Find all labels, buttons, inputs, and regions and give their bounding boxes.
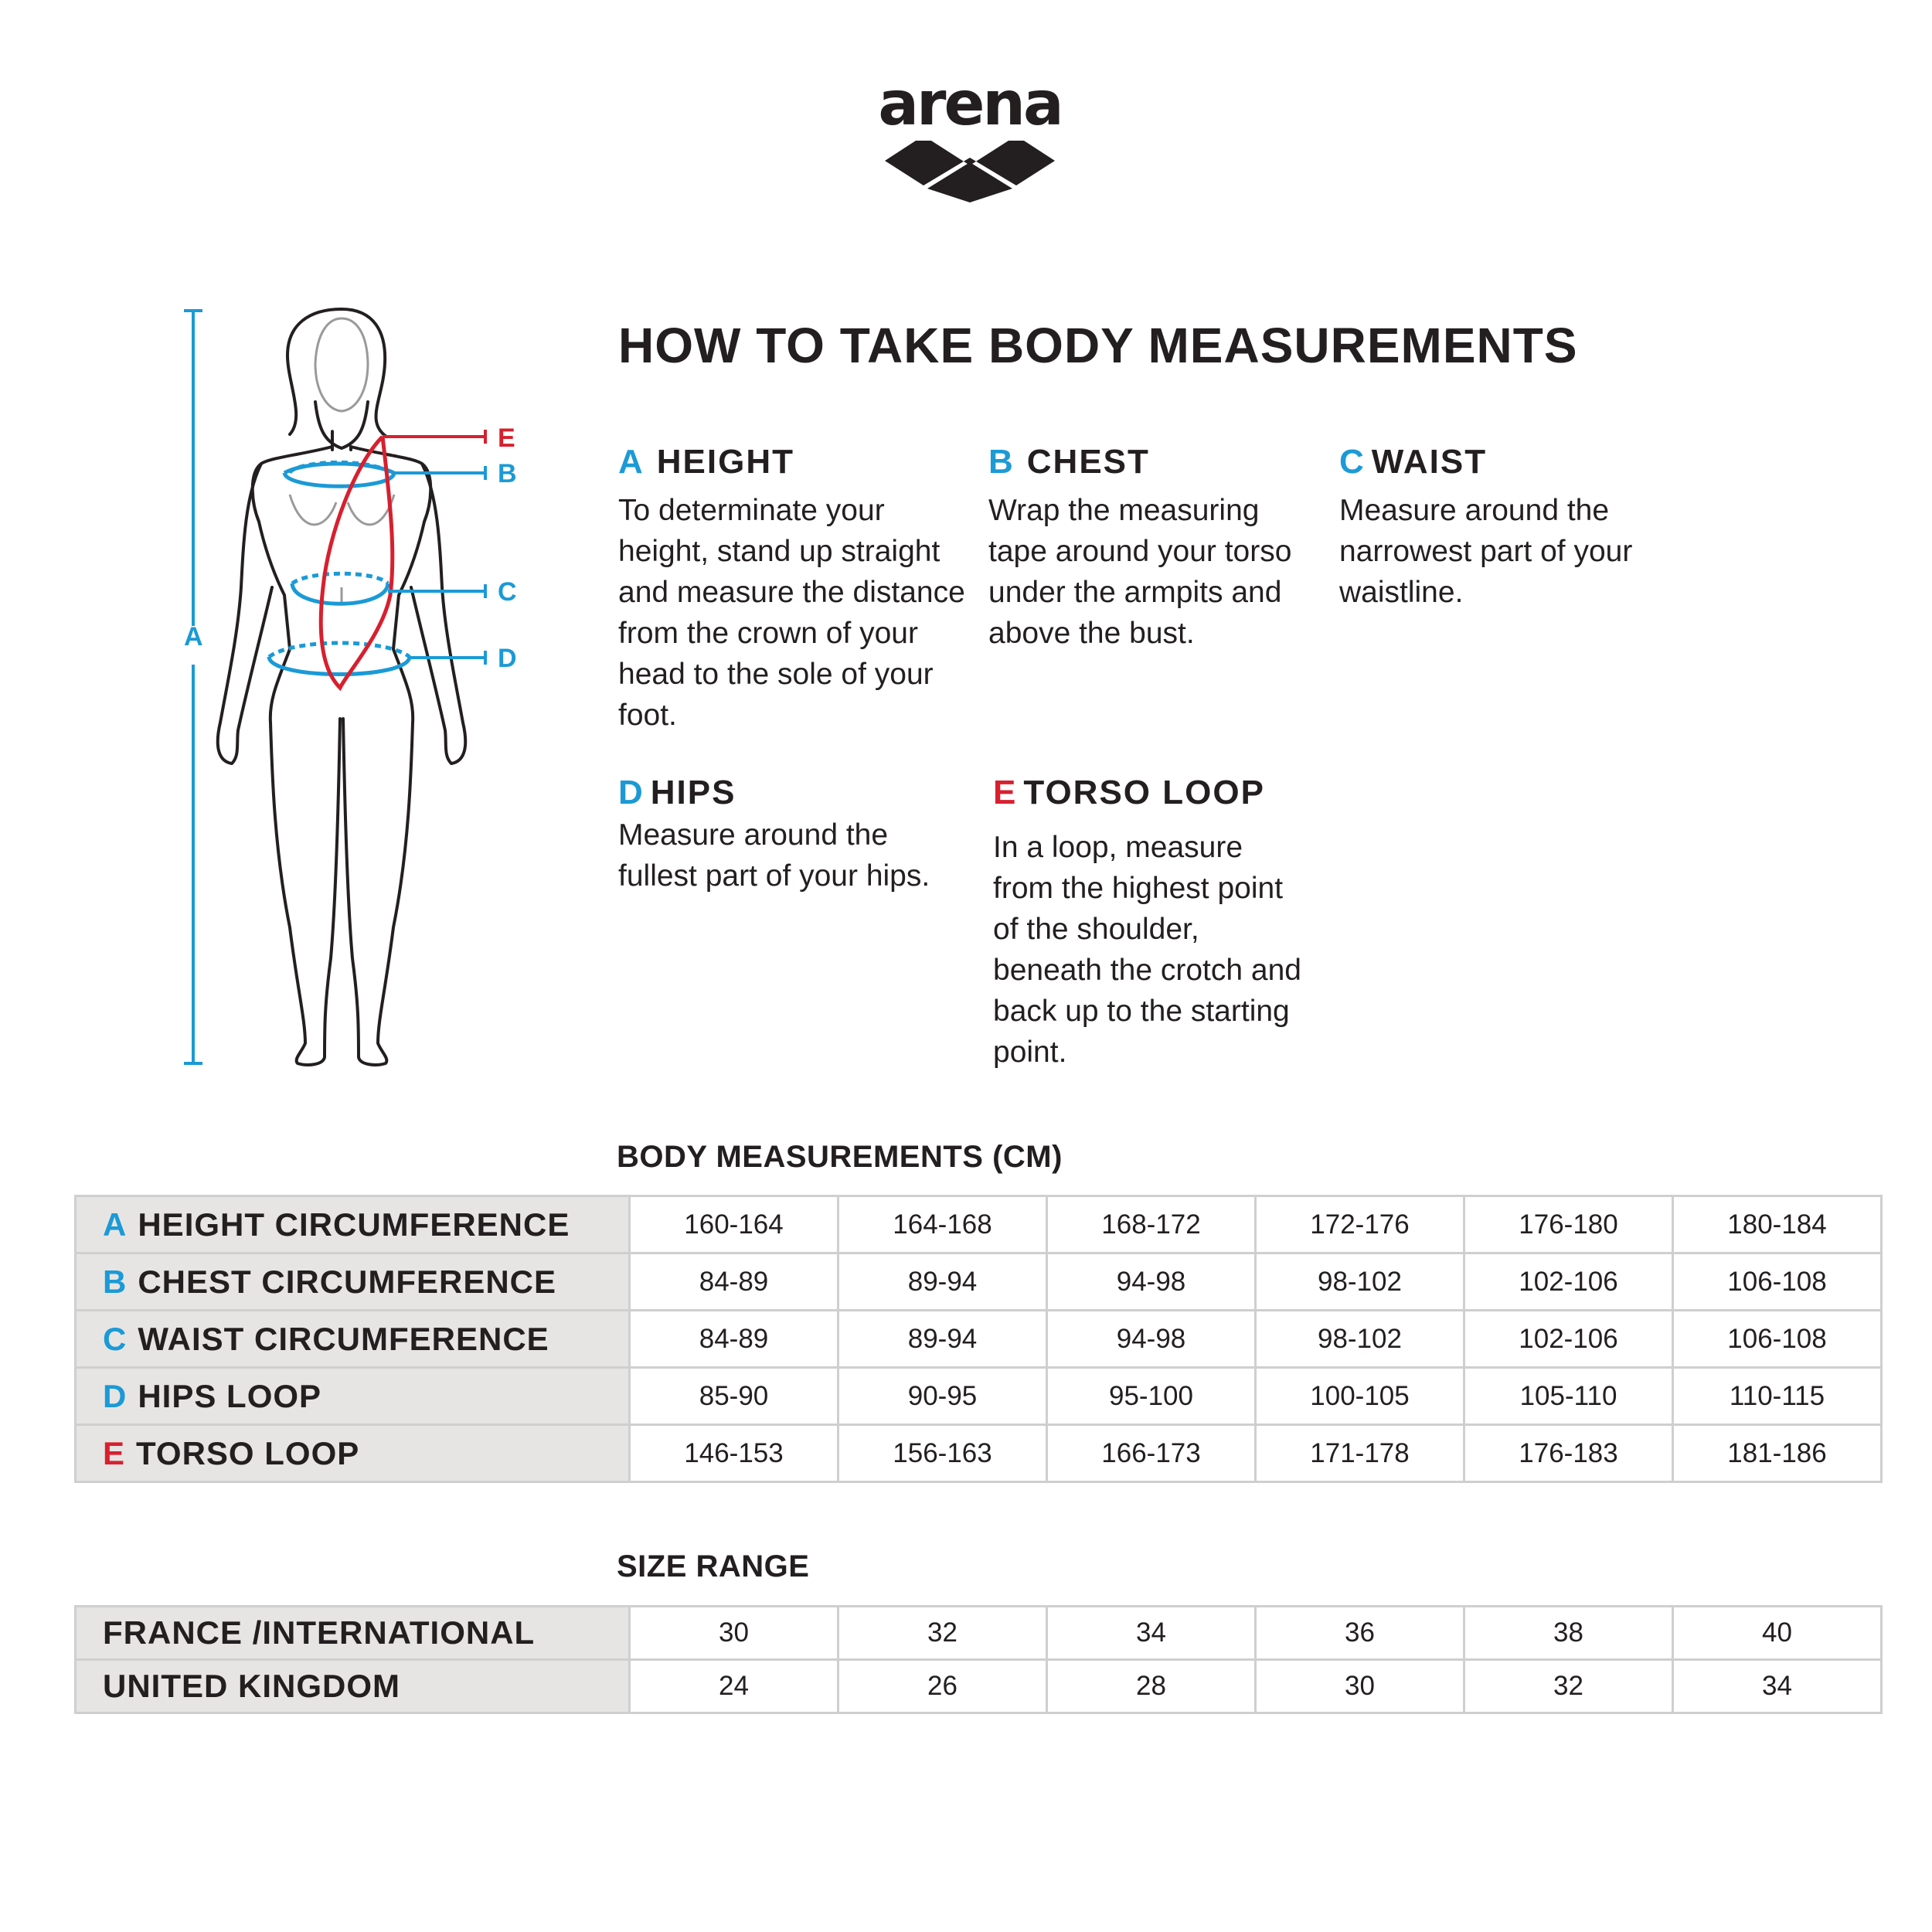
table-cell: 95-100 — [1047, 1368, 1256, 1425]
table-cell: 105-110 — [1464, 1368, 1673, 1425]
figure-label-c: C — [498, 577, 517, 607]
table-cell: 94-98 — [1047, 1311, 1256, 1368]
instruction-heading — [618, 771, 966, 815]
body-outline-illustration — [155, 301, 556, 1074]
table-row — [76, 1660, 1882, 1713]
instruction-text: Wrap the measuring tape around your torso under the armpits and above the bust. — [988, 494, 1292, 650]
figure-label-b: B — [498, 459, 517, 488]
table-cell: 172-176 — [1256, 1196, 1464, 1253]
table-cell: 90-95 — [838, 1368, 1047, 1425]
table-cell: 38 — [1464, 1607, 1673, 1660]
instruction-text: In a loop, measure from the highest point of the shoulder, beneath the crotch and back up to the starting point. — [993, 831, 1301, 1069]
row-letter: C — [103, 1320, 128, 1357]
table-cell: 156-163 — [838, 1425, 1047, 1482]
row-label — [76, 1311, 630, 1368]
table-cell: 24 — [630, 1660, 838, 1713]
table-cell: 100-105 — [1256, 1368, 1464, 1425]
table-cell: 164-168 — [838, 1196, 1047, 1253]
instruction-waist — [1339, 440, 1672, 613]
row-label: FRANCE /INTERNATIONAL — [76, 1607, 630, 1660]
instruction-heading — [618, 440, 966, 484]
figure-label-d: D — [498, 644, 517, 673]
diamond-logo-icon — [885, 141, 1055, 202]
table-cell: 36 — [1256, 1607, 1464, 1660]
row-label-text: HIPS LOOP — [138, 1377, 322, 1414]
table-cell: 94-98 — [1047, 1253, 1256, 1311]
row-label-text: CHEST CIRCUMFERENCE — [138, 1263, 557, 1300]
instruction-text: Measure around the narrowest part of your waistline. — [1339, 494, 1633, 609]
table-cell: 160-164 — [630, 1196, 838, 1253]
table-cell: 34 — [1047, 1607, 1256, 1660]
row-label — [76, 1368, 630, 1425]
table-row — [76, 1253, 1882, 1311]
instruction-heading — [988, 440, 1298, 484]
body-figure — [155, 301, 556, 1074]
row-letter: B — [103, 1263, 128, 1300]
table-row — [76, 1311, 1882, 1368]
instruction-title: HEIGHT — [656, 443, 795, 481]
table-cell: 28 — [1047, 1660, 1256, 1713]
table-cell: 106-108 — [1673, 1253, 1882, 1311]
row-letter: E — [103, 1434, 126, 1471]
figure-label-a: A — [184, 622, 203, 651]
table-cell: 89-94 — [838, 1311, 1047, 1368]
instruction-letter: E — [993, 774, 1018, 811]
row-label-text: HEIGHT CIRCUMFERENCE — [138, 1206, 570, 1243]
table-cell: 84-89 — [630, 1311, 838, 1368]
table-cell: 34 — [1673, 1660, 1882, 1713]
instruction-letter: B — [988, 443, 1015, 481]
table-cell: 32 — [838, 1607, 1047, 1660]
table-cell: 30 — [1256, 1660, 1464, 1713]
page-title: HOW TO TAKE BODY MEASUREMENTS — [618, 318, 1578, 373]
table-cell: 176-180 — [1464, 1196, 1673, 1253]
figure-label-e: E — [498, 423, 515, 453]
table-row — [76, 1425, 1882, 1482]
brand-wordmark: arena — [878, 70, 1062, 139]
instruction-letter: D — [618, 774, 645, 811]
measurements-table — [74, 1195, 1883, 1483]
table-cell: 30 — [630, 1607, 838, 1660]
table-row — [76, 1196, 1882, 1253]
table-cell: 40 — [1673, 1607, 1882, 1660]
table-cell: 26 — [838, 1660, 1047, 1713]
instruction-torso-loop — [993, 771, 1302, 1073]
instruction-height — [618, 440, 966, 736]
size-range-table — [74, 1605, 1883, 1714]
table-cell: 84-89 — [630, 1253, 838, 1311]
instruction-letter: A — [618, 443, 645, 481]
instruction-text: To determinate your height, stand up straight and measure the distance from the crown of your head to the sole of your foot. — [618, 494, 965, 732]
table-cell: 106-108 — [1673, 1311, 1882, 1368]
instruction-title: HIPS — [650, 774, 736, 811]
instruction-title: WAIST — [1371, 443, 1488, 481]
table-cell: 180-184 — [1673, 1196, 1882, 1253]
instruction-chest — [988, 440, 1298, 654]
table-cell: 176-183 — [1464, 1425, 1673, 1482]
table-cell: 146-153 — [630, 1425, 838, 1482]
sizes-title: SIZE RANGE — [617, 1549, 810, 1583]
measurements-title: BODY MEASUREMENTS (CM) — [617, 1140, 1063, 1174]
table-cell: 166-173 — [1047, 1425, 1256, 1482]
table-cell: 98-102 — [1256, 1253, 1464, 1311]
instruction-heading — [993, 771, 1302, 815]
table-cell: 102-106 — [1464, 1311, 1673, 1368]
instruction-heading — [1339, 440, 1672, 484]
table-cell: 168-172 — [1047, 1196, 1256, 1253]
row-label: UNITED KINGDOM — [76, 1660, 630, 1713]
row-label — [76, 1253, 630, 1311]
row-letter: D — [103, 1377, 128, 1414]
instruction-hips — [618, 771, 966, 896]
table-cell: 110-115 — [1673, 1368, 1882, 1425]
instruction-title: TORSO LOOP — [1023, 774, 1265, 811]
table-row — [76, 1368, 1882, 1425]
row-letter: A — [103, 1206, 128, 1243]
row-label-text: WAIST CIRCUMFERENCE — [138, 1320, 549, 1357]
table-cell: 98-102 — [1256, 1311, 1464, 1368]
table-row — [76, 1607, 1882, 1660]
table-cell: 181-186 — [1673, 1425, 1882, 1482]
row-label — [76, 1196, 630, 1253]
table-cell: 32 — [1464, 1660, 1673, 1713]
table-cell: 102-106 — [1464, 1253, 1673, 1311]
table-cell: 89-94 — [838, 1253, 1047, 1311]
table-cell: 171-178 — [1256, 1425, 1464, 1482]
instruction-text: Measure around the fullest part of your hips. — [618, 818, 930, 893]
instruction-title: CHEST — [1026, 443, 1150, 481]
table-cell: 85-90 — [630, 1368, 838, 1425]
row-label-text: TORSO LOOP — [136, 1434, 360, 1471]
row-label — [76, 1425, 630, 1482]
instruction-letter: C — [1339, 443, 1366, 481]
brand-logo — [873, 70, 1066, 209]
